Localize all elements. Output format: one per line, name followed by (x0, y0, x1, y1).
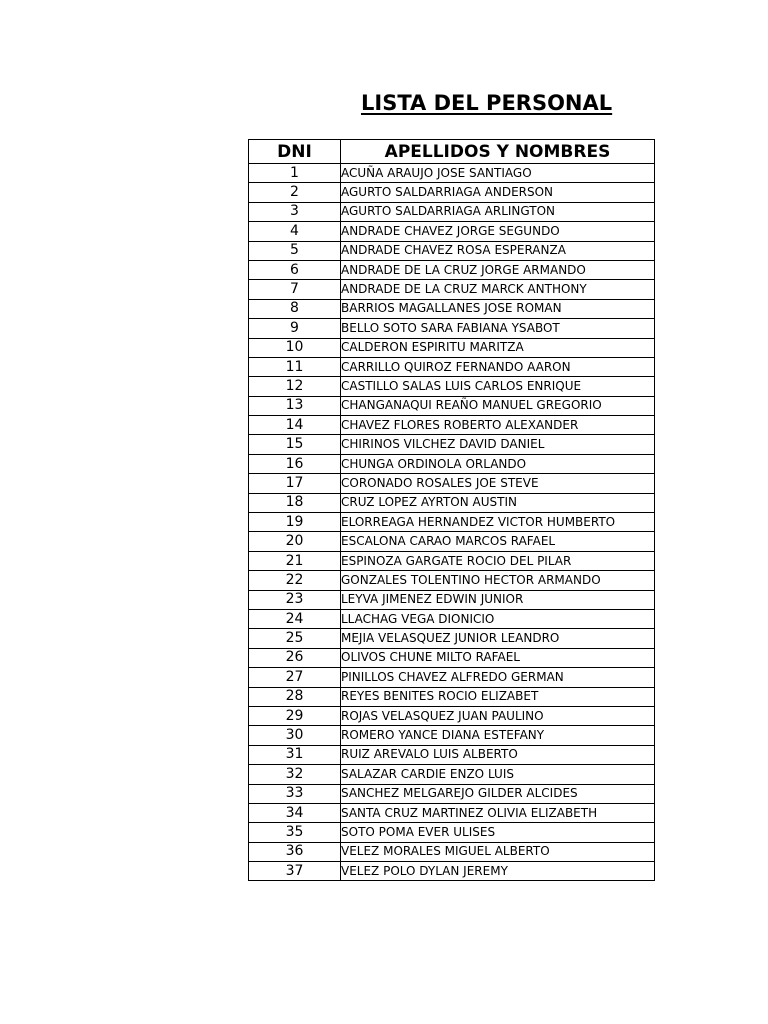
table-row (249, 183, 655, 202)
dni-cell: 20 (249, 532, 341, 551)
name-cell: ANDRADE DE LA CRUZ JORGE ARMANDO (341, 260, 655, 279)
table-row (249, 551, 655, 570)
table-row (249, 416, 655, 435)
table-row (249, 609, 655, 628)
name-cell: ESCALONA CARAO MARCOS RAFAEL (341, 532, 655, 551)
table-body (249, 164, 655, 881)
name-cell: RUIZ AREVALO LUIS ALBERTO (341, 745, 655, 764)
dni-cell: 22 (249, 571, 341, 590)
name-cell: CORONADO ROSALES JOE STEVE (341, 474, 655, 493)
table-row (249, 803, 655, 822)
name-cell: ROMERO YANCE DIANA ESTEFANY (341, 726, 655, 745)
table-row (249, 241, 655, 260)
name-cell: BELLO SOTO SARA FABIANA YSABOT (341, 319, 655, 338)
dni-cell: 34 (249, 803, 341, 822)
dni-cell: 11 (249, 357, 341, 376)
table-row (249, 319, 655, 338)
dni-cell: 28 (249, 687, 341, 706)
table-row (249, 706, 655, 725)
column-header-dni: DNI (249, 140, 341, 164)
name-cell: ANDRADE CHAVEZ JORGE SEGUNDO (341, 222, 655, 241)
name-cell: CASTILLO SALAS LUIS CARLOS ENRIQUE (341, 377, 655, 396)
dni-cell: 27 (249, 668, 341, 687)
table-row (249, 222, 655, 241)
table-row (249, 862, 655, 881)
dni-cell: 31 (249, 745, 341, 764)
column-header-name: APELLIDOS Y NOMBRES (341, 140, 655, 164)
name-cell: VELEZ POLO DYLAN JEREMY (341, 862, 655, 881)
table-row (249, 532, 655, 551)
name-cell: CHIRINOS VILCHEZ DAVID DANIEL (341, 435, 655, 454)
name-cell: ELORREAGA HERNANDEZ VICTOR HUMBERTO (341, 513, 655, 532)
name-cell: LEYVA JIMENEZ EDWIN JUNIOR (341, 590, 655, 609)
name-cell: MEJIA VELASQUEZ JUNIOR LEANDRO (341, 629, 655, 648)
name-cell: CHUNGA ORDINOLA ORLANDO (341, 454, 655, 473)
table-row (249, 435, 655, 454)
table-row (249, 687, 655, 706)
dni-cell: 36 (249, 842, 341, 861)
dni-cell: 25 (249, 629, 341, 648)
dni-cell: 10 (249, 338, 341, 357)
name-cell: LLACHAG VEGA DIONICIO (341, 609, 655, 628)
table-row (249, 338, 655, 357)
table-row (249, 726, 655, 745)
name-cell: ANDRADE CHAVEZ ROSA ESPERANZA (341, 241, 655, 260)
table-row (249, 590, 655, 609)
name-cell: CHANGANAQUI REAÑO MANUEL GREGORIO (341, 396, 655, 415)
name-cell: OLIVOS CHUNE MILTO RAFAEL (341, 648, 655, 667)
dni-cell: 26 (249, 648, 341, 667)
table-row (249, 648, 655, 667)
page-title: LISTA DEL PERSONAL (361, 91, 613, 115)
dni-cell: 17 (249, 474, 341, 493)
dni-cell: 12 (249, 377, 341, 396)
dni-cell: 32 (249, 765, 341, 784)
dni-cell: 4 (249, 222, 341, 241)
dni-cell: 14 (249, 416, 341, 435)
dni-cell: 29 (249, 706, 341, 725)
dni-cell: 16 (249, 454, 341, 473)
dni-cell: 2 (249, 183, 341, 202)
name-cell: SANTA CRUZ MARTINEZ OLIVIA ELIZABETH (341, 803, 655, 822)
dni-cell: 30 (249, 726, 341, 745)
table-row (249, 280, 655, 299)
dni-cell: 33 (249, 784, 341, 803)
dni-cell: 15 (249, 435, 341, 454)
table-row (249, 357, 655, 376)
table-row (249, 454, 655, 473)
dni-cell: 19 (249, 513, 341, 532)
table-row (249, 571, 655, 590)
table-row (249, 299, 655, 318)
table-row (249, 202, 655, 221)
staff-table (248, 139, 655, 881)
table-row (249, 396, 655, 415)
name-cell: ESPINOZA GARGATE ROCIO DEL PILAR (341, 551, 655, 570)
name-cell: SALAZAR CARDIE ENZO LUIS (341, 765, 655, 784)
dni-cell: 3 (249, 202, 341, 221)
table-row (249, 474, 655, 493)
name-cell: SANCHEZ MELGAREJO GILDER ALCIDES (341, 784, 655, 803)
dni-cell: 21 (249, 551, 341, 570)
dni-cell: 18 (249, 493, 341, 512)
table-row (249, 629, 655, 648)
name-cell: ROJAS VELASQUEZ JUAN PAULINO (341, 706, 655, 725)
dni-cell: 23 (249, 590, 341, 609)
name-cell: BARRIOS MAGALLANES JOSE ROMAN (341, 299, 655, 318)
name-cell: CALDERON ESPIRITU MARITZA (341, 338, 655, 357)
dni-cell: 6 (249, 260, 341, 279)
dni-cell: 13 (249, 396, 341, 415)
name-cell: AGURTO SALDARRIAGA ANDERSON (341, 183, 655, 202)
name-cell: PINILLOS CHAVEZ ALFREDO GERMAN (341, 668, 655, 687)
name-cell: SOTO POMA EVER ULISES (341, 823, 655, 842)
dni-cell: 9 (249, 319, 341, 338)
table-row (249, 765, 655, 784)
name-cell: CHAVEZ FLORES ROBERTO ALEXANDER (341, 416, 655, 435)
table-row (249, 377, 655, 396)
dni-cell: 5 (249, 241, 341, 260)
table-row (249, 823, 655, 842)
dni-cell: 7 (249, 280, 341, 299)
name-cell: ACUÑA ARAUJO JOSE SANTIAGO (341, 164, 655, 183)
table-row (249, 745, 655, 764)
table-row (249, 784, 655, 803)
name-cell: AGURTO SALDARRIAGA ARLINGTON (341, 202, 655, 221)
dni-cell: 8 (249, 299, 341, 318)
name-cell: CRUZ LOPEZ AYRTON AUSTIN (341, 493, 655, 512)
table-header-row (249, 140, 655, 164)
dni-cell: 1 (249, 164, 341, 183)
name-cell: VELEZ MORALES MIGUEL ALBERTO (341, 842, 655, 861)
dni-cell: 37 (249, 862, 341, 881)
table-row (249, 164, 655, 183)
name-cell: ANDRADE DE LA CRUZ MARCK ANTHONY (341, 280, 655, 299)
name-cell: CARRILLO QUIROZ FERNANDO AARON (341, 357, 655, 376)
dni-cell: 35 (249, 823, 341, 842)
table-row (249, 260, 655, 279)
table-row (249, 493, 655, 512)
table-row (249, 668, 655, 687)
table-row (249, 842, 655, 861)
table-row (249, 513, 655, 532)
name-cell: REYES BENITES ROCIO ELIZABET (341, 687, 655, 706)
dni-cell: 24 (249, 609, 341, 628)
name-cell: GONZALES TOLENTINO HECTOR ARMANDO (341, 571, 655, 590)
